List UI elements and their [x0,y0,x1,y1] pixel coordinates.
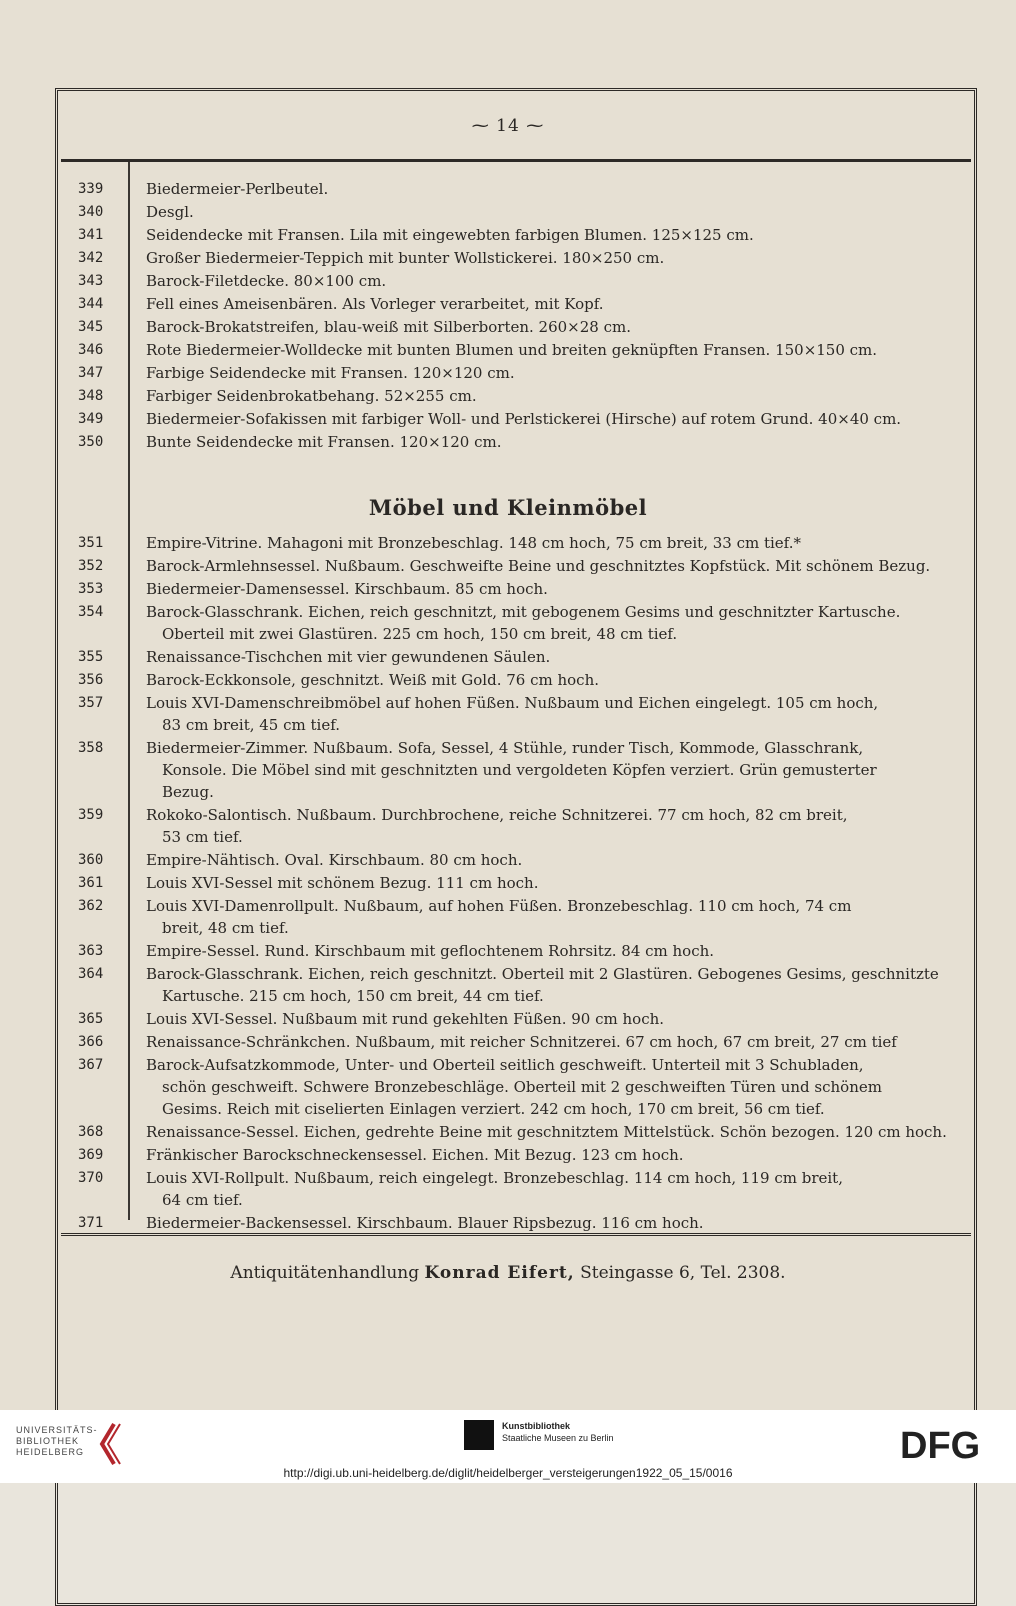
lot-description [146,178,961,200]
lot-description [146,555,961,577]
lot-description-line: Rote Biedermeier-Wolldecke mit bunten Blumen und breiten geknüpften Fransen. 150×150 cm. [146,341,878,359]
lot-description-line: Fränkischer Barockschneckensessel. Eichen. Mit Bezug. 123 cm hoch. [146,1146,684,1164]
lot-description [146,940,961,962]
lot-description [146,1167,961,1211]
lot-description-line: Barock-Brokatstreifen, blau-weiß mit Silberborten. 260×28 cm. [146,318,632,336]
lot-description [146,408,961,430]
lot-description [146,1144,961,1166]
lot-number: 340 [78,204,104,220]
dfg-logo[interactable] [900,1426,1000,1462]
lot-description-line: breit, 48 cm tief. [162,919,289,937]
lot-number: 354 [78,604,104,620]
lot-description-line: Barock-Aufsatzkommode, Unter- und Oberteil seitlich geschweift. Unterteil mit 3 Schubladen, [146,1056,864,1074]
lot-number: 341 [78,227,104,243]
lot-number: 367 [78,1057,104,1073]
lot-number: 348 [78,388,104,404]
lot-number: 360 [78,852,104,868]
lot-number: 353 [78,581,104,597]
lot-description-line: Renaissance-Sessel. Eichen, gedrehte Beine mit geschnitztem Mittelstück. Schön bezogen. 120 cm hoch. [146,1123,947,1141]
lot-description-line: Farbige Seidendecke mit Fransen. 120×120 cm. [146,364,515,382]
university-mark-icon [96,1420,124,1468]
university-library-logo[interactable]: UNIVERSITÄTS- BIBLIOTHEK HEIDELBERG [16,1425,98,1457]
lot-description [146,1212,961,1234]
lot-description-line: Oberteil mit zwei Glastüren. 225 cm hoch, 150 cm breit, 48 cm tief. [162,625,678,643]
lot-description-line: Renaissance-Tischchen mit vier gewundenen Säulen. [146,648,551,666]
lot-description-line: Bunte Seidendecke mit Fransen. 120×120 cm. [146,433,502,451]
footer-dealer-name: Konrad Eifert, [424,1263,575,1283]
left-flourish: ⁓ [471,116,497,136]
lot-description [146,692,961,736]
lot-description-line: Biedermeier-Perlbeutel. [146,180,329,198]
lot-description [146,532,961,554]
lot-number: 342 [78,250,104,266]
lot-number: 358 [78,740,104,756]
lot-description-line: Empire-Vitrine. Mahagoni mit Bronzebeschlag. 148 cm hoch, 75 cm breit, 33 cm tief.* [146,534,801,552]
lot-description-line: Fell eines Ameisenbären. Als Vorleger verarbeitet, mit Kopf. [146,295,604,313]
lot-description [146,1008,961,1030]
lot-description [146,578,961,600]
lot-description-line: Biedermeier-Sofakissen mit farbiger Woll- und Perlstickerei (Hirsche) auf rotem Grund. 40×40 cm. [146,410,902,428]
lot-description-line: Barock-Armlehnsessel. Nußbaum. Geschweifte Beine und geschnitztes Kopfstück. Mit schönem Bezug. [146,557,931,575]
lot-number: 368 [78,1124,104,1140]
lot-description-line: Rokoko-Salontisch. Nußbaum. Durchbrochene, reiche Schnitzerei. 77 cm hoch, 82 cm breit, [146,806,848,824]
lot-number: 346 [78,342,104,358]
lot-description [146,224,961,246]
lot-description-line: Louis XVI-Damenschreibmöbel auf hohen Füßen. Nußbaum und Eichen eingelegt. 105 cm hoch, [146,694,879,712]
lot-description [146,362,961,384]
lot-description-line: Barock-Filetdecke. 80×100 cm. [146,272,387,290]
lot-description [146,895,961,939]
lot-description-line: Großer Biedermeier-Teppich mit bunter Wollstickerei. 180×250 cm. [146,249,665,267]
lot-description-line: Biedermeier-Damensessel. Kirschbaum. 85 cm hoch. [146,580,548,598]
section-title: Möbel und Kleinmöbel [368,495,648,520]
lot-number: 371 [78,1215,104,1231]
lot-description-line: Barock-Eckkonsole, geschnitzt. Weiß mit Gold. 76 cm hoch. [146,671,600,689]
lot-description [146,293,961,315]
lot-description [146,804,961,848]
lot-description [146,201,961,223]
lot-number: 370 [78,1170,104,1186]
lot-number: 350 [78,434,104,450]
lot-description [146,247,961,269]
lot-description-line: Gesims. Reich mit ciselierten Einlagen verziert. 242 cm hoch, 170 cm breit, 56 cm tief. [162,1100,825,1118]
footer-rule [61,1233,971,1236]
lot-number: 339 [78,181,104,197]
number-column-rule [128,162,130,1220]
lot-description [146,270,961,292]
lot-description-line: Renaissance-Schränkchen. Nußbaum, mit reicher Schnitzerei. 67 cm hoch, 67 cm breit, 27 cm tief [146,1033,897,1051]
lot-description-line: Barock-Glasschrank. Eichen, reich geschnitzt. Oberteil mit 2 Glastüren. Gebogenes Gesims, geschnitzte [146,965,939,983]
lot-number: 356 [78,672,104,688]
lot-number: 343 [78,273,104,289]
dfg-logo-text: DFG [900,1426,981,1462]
lot-description-line: Biedermeier-Zimmer. Nußbaum. Sofa, Sessel, 4 Stühle, runder Tisch, Kommode, Glasschrank, [146,739,864,757]
lot-description-line: Kartusche. 215 cm hoch, 150 cm breit, 44 cm tief. [162,987,544,1005]
lot-number: 361 [78,875,104,891]
lot-description [146,872,961,894]
lot-number: 345 [78,319,104,335]
lot-number: 355 [78,649,104,665]
lot-description-line: Farbiger Seidenbrokatbehang. 52×255 cm. [146,387,477,405]
lot-number: 364 [78,966,104,982]
lot-number: 344 [78,296,104,312]
right-flourish: ⁓ [519,116,545,136]
kunstbibliothek-label: Kunstbibliothek Staatliche Museen zu Berlin [502,1421,614,1443]
lot-description-line: Barock-Glasschrank. Eichen, reich geschnitzt, mit gebogenem Gesims und geschnitzter Kartusche. [146,603,901,621]
footer-prefix: Antiquitätenhandlung [230,1263,420,1283]
lot-description [146,601,961,645]
lot-description [146,385,961,407]
lot-description-line: Louis XVI-Sessel. Nußbaum mit rund gekehlten Füßen. 90 cm hoch. [146,1010,665,1028]
lot-number: 366 [78,1034,104,1050]
page-number: ⁓ 14 ⁓ [471,116,545,136]
lot-description [146,1054,961,1120]
lot-description-line: Empire-Sessel. Rund. Kirschbaum mit geflochtenem Rohrsitz. 84 cm hoch. [146,942,715,960]
lot-description-line: Louis XVI-Rollpult. Nußbaum, reich eingelegt. Bronzebeschlag. 114 cm hoch, 119 cm breit, [146,1169,843,1187]
lot-description [146,963,961,1007]
lot-number: 357 [78,695,104,711]
dealer-footer [0,1263,1016,1283]
footer-address: Steingasse 6, Tel. 2308. [580,1263,786,1283]
lot-description [146,316,961,338]
lot-number: 347 [78,365,104,381]
lot-description-line: 83 cm breit, 45 cm tief. [162,716,340,734]
lot-description-line: Desgl. [146,203,194,221]
lot-number: 362 [78,898,104,914]
lot-description [146,1121,961,1143]
lot-number: 349 [78,411,104,427]
lot-description-line: 53 cm tief. [162,828,243,846]
lot-number: 369 [78,1147,104,1163]
kunstbibliothek-logo-icon[interactable] [464,1420,494,1450]
lot-description-line: Bezug. [162,783,214,801]
lot-number: 359 [78,807,104,823]
lot-number: 363 [78,943,104,959]
lot-description [146,431,961,453]
lot-description [146,339,961,361]
lot-description [146,1031,961,1053]
header-rule [61,159,971,162]
lot-number: 351 [78,535,104,551]
lot-description [146,849,961,871]
lot-description [146,669,961,691]
lot-number: 365 [78,1011,104,1027]
lot-description-line: 64 cm tief. [162,1191,243,1209]
lot-description [146,646,961,668]
lot-description-line: Louis XVI-Damenrollpult. Nußbaum, auf hohen Füßen. Bronzebeschlag. 110 cm hoch, 74 cm [146,897,852,915]
lot-number: 352 [78,558,104,574]
lot-description [146,737,961,803]
source-url[interactable]: http://digi.ub.uni-heidelberg.de/diglit/heidelberger_versteigerungen1922_05_15/0016 [283,1466,733,1480]
lot-description-line: Seidendecke mit Fransen. Lila mit eingewebten farbigen Blumen. 125×125 cm. [146,226,754,244]
lot-description-line: Louis XVI-Sessel mit schönem Bezug. 111 cm hoch. [146,874,539,892]
lot-description-line: schön geschweift. Schwere Bronzebeschläge. Oberteil mit 2 geschweiften Türen und schönem [162,1078,882,1096]
lot-description-line: Konsole. Die Möbel sind mit geschnitzten und vergoldeten Köpfen verziert. Grün gemusterter [162,761,877,779]
lot-description-line: Biedermeier-Backensessel. Kirschbaum. Blauer Ripsbezug. 116 cm hoch. [146,1214,704,1232]
lot-description-line: Empire-Nähtisch. Oval. Kirschbaum. 80 cm hoch. [146,851,523,869]
